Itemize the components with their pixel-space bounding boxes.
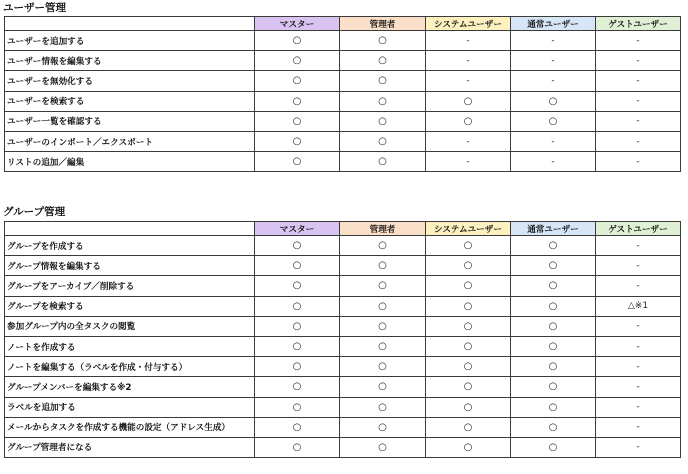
permission-cell-regular-user: ○ (511, 256, 596, 276)
permission-label: ノートを編集する（ラベルを作成・付与する） (5, 357, 255, 377)
permission-label: ユーザーを検索する (5, 91, 255, 111)
header-row (5, 17, 681, 31)
permission-cell-master: ○ (255, 31, 340, 51)
permission-cell-regular-user: - (511, 71, 596, 91)
permission-cell-admin: ○ (340, 336, 426, 356)
permission-label: ラベルを追加する (5, 397, 255, 417)
permission-label: ユーザー情報を編集する (5, 51, 255, 71)
permission-cell-guest-user: - (596, 91, 681, 111)
permission-cell-system-user: ○ (426, 296, 511, 316)
table-row (5, 316, 681, 336)
permission-cell-guest-user: - (596, 417, 681, 437)
permission-cell-system-user: ○ (426, 357, 511, 377)
permission-cell-master: ○ (255, 357, 340, 377)
permission-cell-master: ○ (255, 131, 340, 151)
column-header-guest-user: ゲストユーザー (596, 222, 681, 236)
permission-cell-master: ○ (255, 256, 340, 276)
permission-cell-system-user: ○ (426, 236, 511, 256)
permission-label: グループ管理者になる (5, 437, 255, 457)
permission-cell-system-user: ○ (426, 256, 511, 276)
permission-cell-system-user: ○ (426, 437, 511, 457)
permission-cell-system-user: ○ (426, 417, 511, 437)
permission-cell-guest-user: - (596, 131, 681, 151)
permission-cell-master: ○ (255, 296, 340, 316)
permission-cell-master: ○ (255, 51, 340, 71)
column-header-master: マスター (255, 222, 340, 236)
column-header-guest-user: ゲストユーザー (596, 17, 681, 31)
permission-cell-regular-user: ○ (511, 357, 596, 377)
permission-cell-system-user: - (426, 51, 511, 71)
permission-label: メールからタスクを作成する機能の設定（アドレス生成） (5, 417, 255, 437)
permission-cell-system-user: - (426, 71, 511, 91)
permission-cell-guest-user: - (596, 357, 681, 377)
permission-cell-regular-user: ○ (511, 236, 596, 256)
header-blank-cell (5, 222, 255, 236)
permission-cell-regular-user: - (511, 152, 596, 172)
column-header-system-user: システムユーザー (426, 17, 511, 31)
permission-cell-regular-user: ○ (511, 397, 596, 417)
permission-label: グループメンバーを編集する※2 (5, 377, 255, 397)
permission-cell-admin: ○ (340, 236, 426, 256)
permission-cell-system-user: ○ (426, 91, 511, 111)
permission-cell-admin: ○ (340, 316, 426, 336)
permission-label: リストの追加／編集 (5, 152, 255, 172)
table-row (5, 256, 681, 276)
permission-cell-master: ○ (255, 276, 340, 296)
permission-cell-master: ○ (255, 417, 340, 437)
permission-label: ユーザーのインポート／エクスポート (5, 131, 255, 151)
permission-cell-master: ○ (255, 111, 340, 131)
column-header-admin: 管理者 (340, 17, 426, 31)
permission-cell-system-user: ○ (426, 111, 511, 131)
permission-cell-system-user: - (426, 152, 511, 172)
permission-label: グループ情報を編集する (5, 256, 255, 276)
permission-cell-admin: ○ (340, 437, 426, 457)
permission-cell-master: ○ (255, 397, 340, 417)
permission-cell-admin: ○ (340, 417, 426, 437)
permission-label: ノートを作成する (5, 336, 255, 356)
permission-cell-master: ○ (255, 336, 340, 356)
permission-cell-master: ○ (255, 152, 340, 172)
table-row (5, 296, 681, 316)
permission-cell-admin: ○ (340, 91, 426, 111)
permission-cell-admin: ○ (340, 31, 426, 51)
permission-cell-system-user: ○ (426, 316, 511, 336)
permission-cell-guest-user: - (596, 71, 681, 91)
permission-cell-admin: ○ (340, 296, 426, 316)
table-row (5, 51, 681, 71)
permission-cell-guest-user: - (596, 276, 681, 296)
table-row (5, 31, 681, 51)
permission-cell-master: ○ (255, 316, 340, 336)
permission-cell-guest-user: - (596, 256, 681, 276)
permission-cell-guest-user: - (596, 316, 681, 336)
column-header-master: マスター (255, 17, 340, 31)
table-row (5, 397, 681, 417)
column-header-admin: 管理者 (340, 222, 426, 236)
column-header-regular-user: 通常ユーザー (511, 222, 596, 236)
table-row (5, 417, 681, 437)
permission-cell-regular-user: ○ (511, 316, 596, 336)
permission-label: グループをアーカイブ／削除する (5, 276, 255, 296)
permission-cell-regular-user: ○ (511, 111, 596, 131)
permission-label: ユーザー一覧を確認する (5, 111, 255, 131)
permission-cell-system-user: - (426, 131, 511, 151)
permission-cell-admin: ○ (340, 256, 426, 276)
permission-cell-master: ○ (255, 437, 340, 457)
permission-cell-admin: ○ (340, 152, 426, 172)
header-blank-cell (5, 17, 255, 31)
user-management-permission-table (4, 16, 681, 172)
permission-cell-regular-user: ○ (511, 437, 596, 457)
permission-label: グループを検索する (5, 296, 255, 316)
permission-cell-admin: ○ (340, 276, 426, 296)
permission-cell-system-user: ○ (426, 397, 511, 417)
table-row (5, 377, 681, 397)
permission-cell-admin: ○ (340, 131, 426, 151)
permission-cell-regular-user: ○ (511, 377, 596, 397)
section-title-user-management: ユーザー管理 (3, 2, 66, 14)
table-row (5, 236, 681, 256)
permission-cell-guest-user: - (596, 236, 681, 256)
permission-cell-guest-user: - (596, 152, 681, 172)
permission-cell-guest-user: - (596, 437, 681, 457)
permission-cell-guest-user: - (596, 31, 681, 51)
permission-cell-guest-user: - (596, 397, 681, 417)
header-row (5, 222, 681, 236)
permission-cell-regular-user: ○ (511, 417, 596, 437)
permission-cell-regular-user: ○ (511, 296, 596, 316)
table-row (5, 91, 681, 111)
permission-cell-guest-user: - (596, 336, 681, 356)
permission-label: グループを作成する (5, 236, 255, 256)
table-row (5, 336, 681, 356)
permission-cell-regular-user: - (511, 51, 596, 71)
permission-cell-system-user: ○ (426, 276, 511, 296)
permission-cell-regular-user: - (511, 31, 596, 51)
group-management-permission-table (4, 221, 681, 458)
table-row (5, 437, 681, 457)
column-header-system-user: システムユーザー (426, 222, 511, 236)
permission-cell-system-user: ○ (426, 377, 511, 397)
table-row (5, 131, 681, 151)
permission-cell-guest-user: - (596, 51, 681, 71)
permission-cell-master: ○ (255, 71, 340, 91)
permission-cell-admin: ○ (340, 377, 426, 397)
table-row (5, 71, 681, 91)
permission-cell-admin: ○ (340, 357, 426, 377)
permission-cell-regular-user: ○ (511, 336, 596, 356)
permission-cell-admin: ○ (340, 397, 426, 417)
permission-cell-guest-user: - (596, 377, 681, 397)
permission-cell-regular-user: ○ (511, 91, 596, 111)
permission-cell-regular-user: ○ (511, 276, 596, 296)
permission-cell-master: ○ (255, 236, 340, 256)
column-header-regular-user: 通常ユーザー (511, 17, 596, 31)
table-row (5, 152, 681, 172)
section-title-group-management: グループ管理 (3, 206, 66, 218)
permission-label: ユーザーを無効化する (5, 71, 255, 91)
permission-cell-system-user: - (426, 31, 511, 51)
table-row (5, 276, 681, 296)
table-row (5, 111, 681, 131)
permission-cell-admin: ○ (340, 51, 426, 71)
permission-cell-guest-user: △※1 (596, 296, 681, 316)
permission-label: 参加グループ内の全タスクの閲覧 (5, 316, 255, 336)
permission-cell-master: ○ (255, 91, 340, 111)
table-row (5, 357, 681, 377)
permission-cell-guest-user: - (596, 111, 681, 131)
permission-label: ユーザーを追加する (5, 31, 255, 51)
permission-cell-system-user: ○ (426, 336, 511, 356)
permission-cell-regular-user: - (511, 131, 596, 151)
permission-cell-master: ○ (255, 377, 340, 397)
permission-cell-admin: ○ (340, 71, 426, 91)
permission-cell-admin: ○ (340, 111, 426, 131)
